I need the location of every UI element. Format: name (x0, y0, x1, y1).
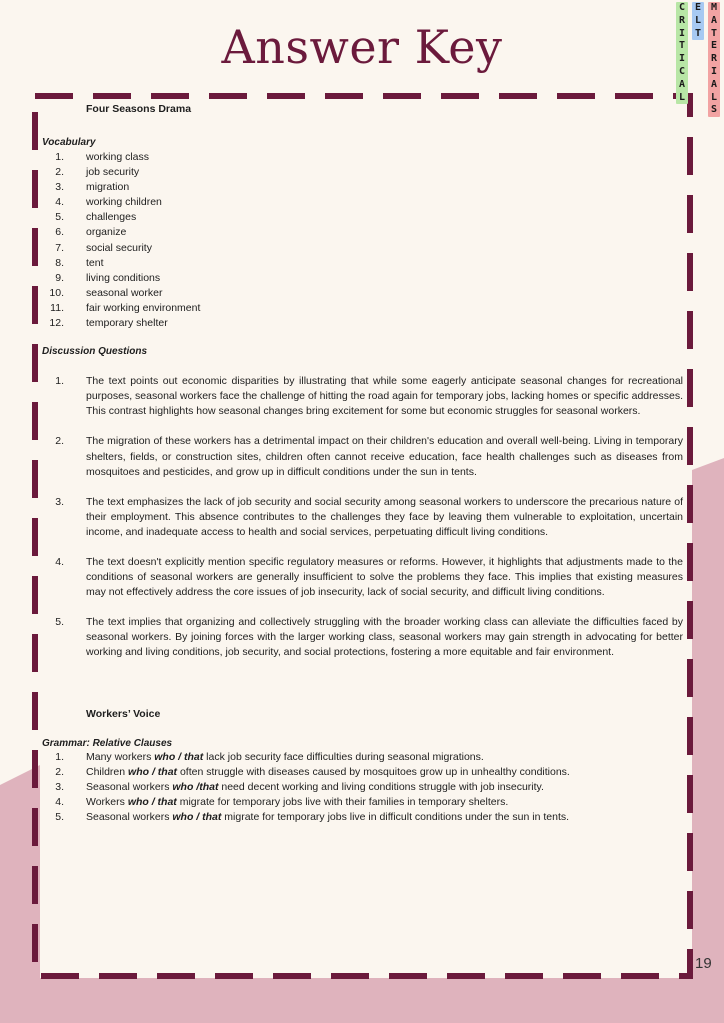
discussion-answer (42, 615, 683, 660)
discussion-answer (42, 555, 683, 600)
vocab-number: 1. (55, 151, 64, 163)
answer-number: 4. (55, 555, 64, 568)
vocab-term: working class (86, 151, 150, 163)
vocab-number: 6. (55, 226, 64, 239)
answer-text: The text doesn't explicitly mention specific regulatory measures or reforms. However, it highlights that adjustments made to the conditions of seasonal workers are generally insufficient to solve the problems they face. This implies that existing measures may not effectively address the core issues of job insecurity, lack of social security, and difficult living conditions. (86, 555, 683, 599)
vocab-item (42, 225, 683, 240)
vocabulary-heading: Vocabulary (42, 137, 96, 148)
sentence-start: Children (86, 765, 129, 778)
vocab-term: tent (86, 256, 104, 269)
vocab-item (42, 271, 683, 286)
page-title: Answer Key (221, 20, 503, 74)
grammar-sentence (86, 810, 569, 825)
sentence-end: often struggle with diseases caused by mosquitoes grow up in unhealthy conditions. (177, 765, 570, 778)
discussion-list (42, 374, 683, 660)
vocab-term: temporary shelter (86, 317, 168, 330)
grammar-number: 5. (55, 810, 64, 823)
badge-critical: C R I T I C A L (676, 2, 688, 104)
sentence-end: lack job security face difficulties during seasonal migrations. (203, 750, 484, 763)
vocab-item (42, 210, 683, 225)
grammar-item (42, 780, 683, 795)
grammar-list (42, 750, 683, 825)
vocab-term: fair working environment (86, 301, 201, 314)
vocab-number: 11. (50, 301, 64, 314)
vocab-number: 8. (55, 256, 64, 269)
vocab-item (42, 180, 683, 195)
answer-text: The text implies that organizing and collectively struggling with the broader working class can alleviate the difficulties faced by seasonal workers. By joining forces with the larger working class, seasonal workers may gain strength in advocating for better working and living conditions, job security, and social protections, fostering a more equitable and fair environment. (86, 616, 683, 659)
vocab-term: job security (86, 166, 140, 179)
vocab-item (42, 165, 683, 180)
vocab-number: 7. (55, 241, 64, 254)
grammar-item (42, 765, 683, 780)
sentence-end: migrate for temporary jobs live in difficult conditions under the sun in tents. (221, 810, 570, 823)
discussion-answer (42, 374, 683, 419)
vocab-term: seasonal worker (86, 286, 163, 299)
sentence-start: Seasonal workers (86, 780, 173, 793)
vocab-number: 2. (55, 166, 64, 179)
grammar-sentence (86, 780, 544, 795)
sentence-end: migrate for temporary jobs live with their families in temporary shelters. (176, 795, 509, 808)
answer-text: The text points out economic disparities by illustrating that while some eagerly anticipate seasonal changes for recreational purposes, seasonal workers face the challenge of hitting the road again for temporary jobs, lacking homes or specific addresses. This contrast highlights how seasonal changes bring excitement for some but economic struggles for seasonal workers. (86, 375, 683, 418)
grammar-sentence (86, 795, 508, 810)
grammar-sentence (86, 750, 484, 765)
sentence-start: Many workers (86, 750, 155, 763)
vocab-item (42, 256, 683, 271)
grammar-number: 2. (55, 765, 64, 778)
discussion-answer (42, 434, 683, 479)
relative-pronoun: who / that (172, 810, 222, 823)
badge-elt: E L T (692, 2, 704, 40)
vocab-number: 4. (55, 196, 64, 209)
vocab-item (42, 241, 683, 256)
vocab-term: challenges (86, 211, 137, 224)
relative-pronoun: who / that (154, 750, 204, 763)
vocab-number: 12. (49, 317, 64, 330)
sentence-start: Workers (86, 795, 128, 808)
section-title-four-seasons: Four Seasons Drama (86, 103, 192, 115)
vocab-number: 9. (55, 271, 64, 284)
grammar-heading: Grammar: Relative Clauses (42, 737, 173, 749)
grammar-sentence (86, 765, 570, 780)
vocab-item (42, 316, 683, 331)
vocab-term: organize (86, 226, 127, 239)
vocab-number: 10. (49, 286, 64, 299)
answer-number: 3. (55, 495, 64, 508)
vocab-term: working children (86, 196, 162, 209)
discussion-answer (42, 495, 683, 540)
answer-text: The migration of these workers has a detrimental impact on their children's education and overall well-being. Living in temporary shelters, fields, or construction sites, children often cannot receive education, face health challenges such as diseases from mosquitoes and pesticides, and grow up in difficult conditions under the sun in tents. (86, 435, 683, 478)
vocab-term: social security (86, 241, 152, 254)
grammar-item (42, 795, 683, 810)
vocab-item (42, 150, 683, 165)
sentence-start: Seasonal workers (86, 810, 173, 823)
section-title-workers-voice: Workers’ Voice (86, 707, 161, 720)
vocab-term: living conditions (86, 271, 161, 284)
answer-number: 1. (55, 375, 64, 388)
grammar-item (42, 810, 683, 825)
relative-pronoun: who /that (172, 780, 219, 793)
relative-pronoun: who / that (127, 795, 177, 808)
badge-materials: M A T E R I A L S (708, 2, 720, 117)
vocab-term: migration (86, 181, 130, 194)
grammar-number: 4. (55, 795, 64, 808)
answer-text: The text emphasizes the lack of job security and social security among seasonal workers to underscore the precarious nature of their employment. This absence contributes to the challenges they face by leaving them vulnerable to exploitation, uncertain income, and inadequate access to health and social services, perpetuating difficult living conditions. (86, 495, 683, 538)
grammar-number: 3. (55, 780, 64, 793)
answer-number: 2. (55, 435, 64, 448)
discussion-heading: Discussion Questions (42, 346, 148, 358)
vocabulary-list (42, 150, 683, 331)
grammar-number: 1. (55, 750, 64, 763)
vocab-item (42, 301, 683, 316)
vocab-item (42, 195, 683, 210)
vocab-number: 3. (55, 181, 64, 194)
sentence-end: need decent working and living conditions struggle with job insecurity. (218, 780, 544, 793)
vocab-item (42, 286, 683, 301)
answer-number: 5. (55, 616, 64, 629)
relative-pronoun: who / that (128, 765, 178, 778)
answer-content (42, 103, 683, 825)
page-number: 19 (695, 955, 712, 972)
grammar-item (42, 750, 683, 765)
vocab-number: 5. (55, 211, 64, 224)
